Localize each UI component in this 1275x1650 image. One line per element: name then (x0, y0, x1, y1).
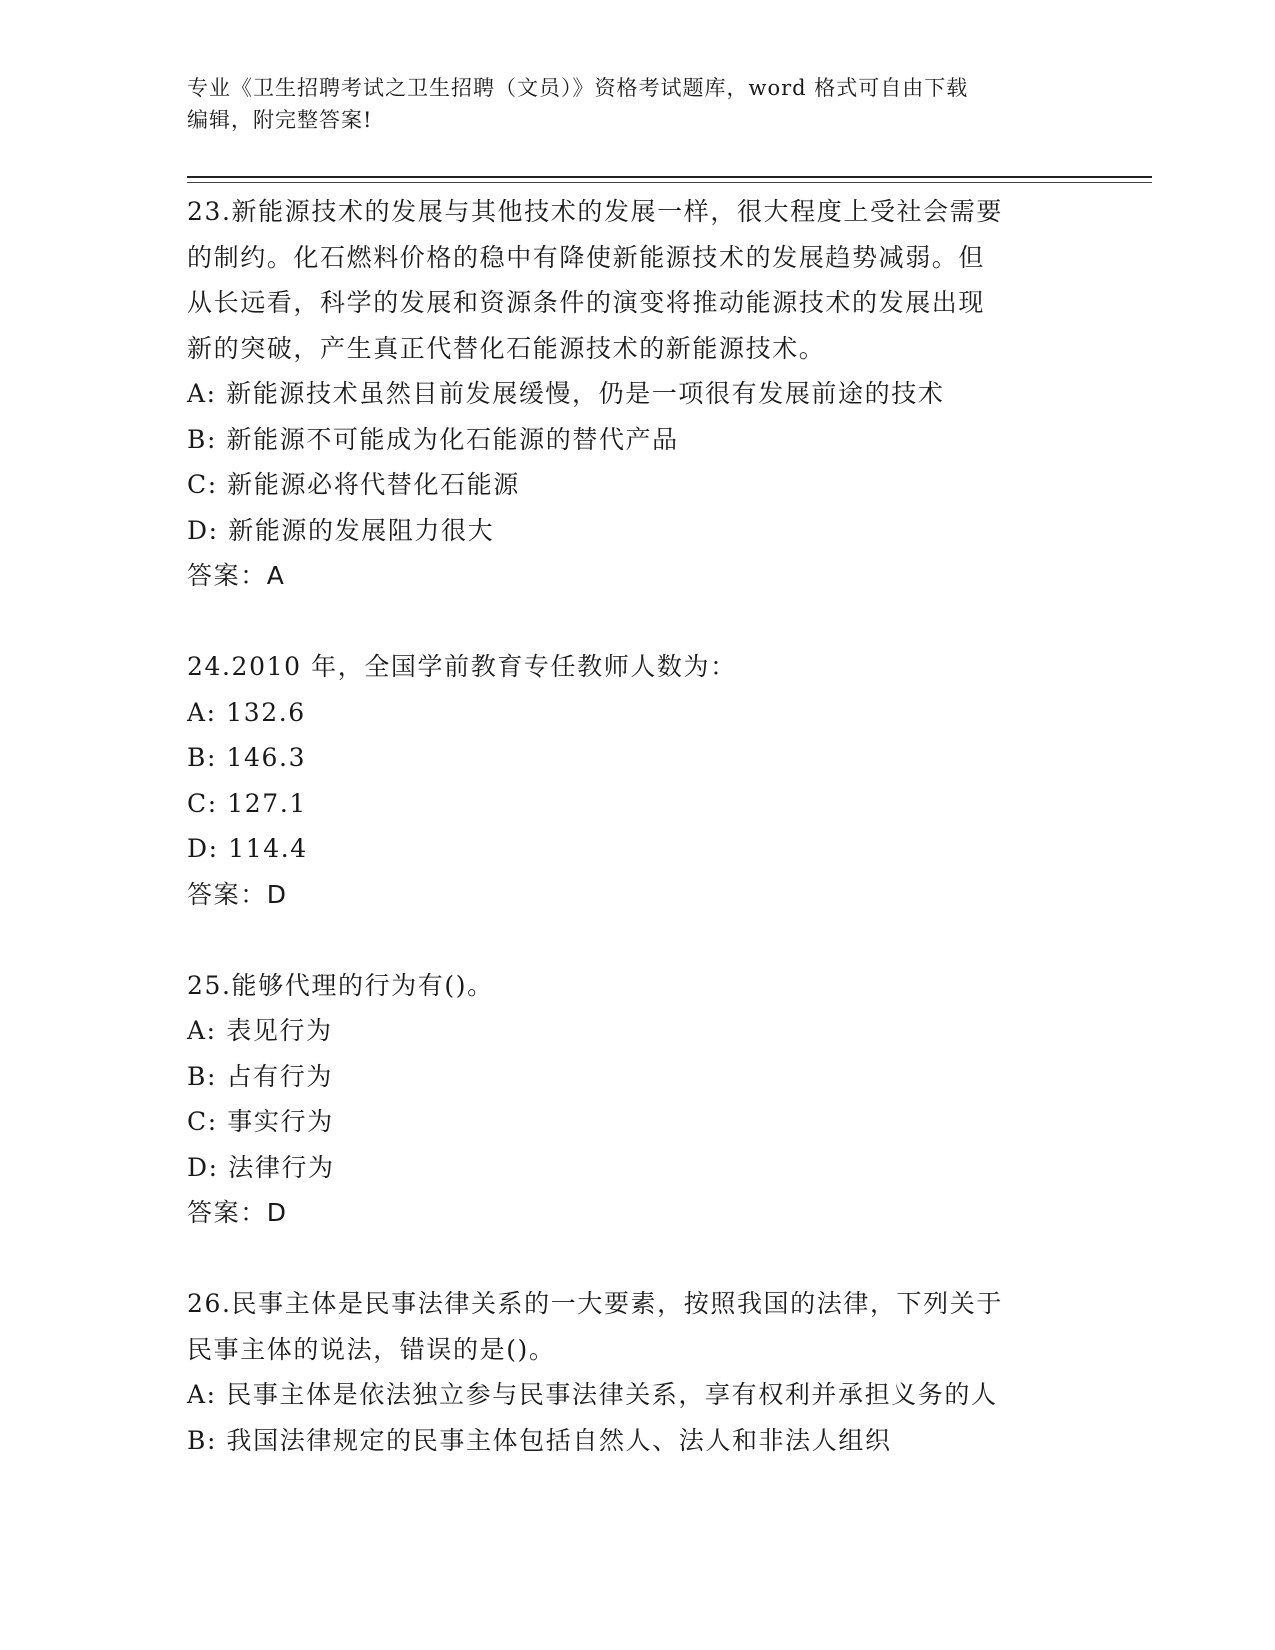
option-b: B: 占有行为 (187, 1061, 333, 1091)
document-header (187, 72, 1067, 136)
option-b: B: 我国法律规定的民事主体包括自然人、法人和非法人组织 (187, 1425, 892, 1455)
spacer (187, 1236, 1087, 1282)
option-d: D: 新能源的发展阻力很大 (187, 515, 495, 545)
question-list (187, 189, 1087, 1463)
question-stem-line: 23.新能源技术的发展与其他技术的发展一样，很大程度上受社会需要 (187, 197, 1003, 226)
answer-line: 答案：D (187, 879, 288, 909)
option-c: C: 127.1 (187, 788, 307, 818)
option-b: B: 146.3 (187, 743, 307, 772)
question-stem-line: 25.能够代理的行为有()。 (187, 970, 494, 1000)
option-d: D: 114.4 (187, 834, 308, 863)
question-block (187, 1281, 1087, 1463)
option-c: C: 事实行为 (187, 1107, 334, 1136)
option-a: A: 民事主体是依法独立参与民事法律关系，享有权利并承担义务的人 (187, 1380, 998, 1409)
question-stem-line: 26.民事主体是民事法律关系的一大要素，按照我国的法律，下列关于 (187, 1289, 1003, 1318)
question-stem-line: 从长远看，科学的发展和资源条件的演变将推动能源技术的发展出现 (187, 288, 986, 317)
header-divider-thick (187, 176, 1152, 178)
spacer (187, 917, 1087, 963)
question-stem-line: 民事主体的说法，错误的是()。 (187, 1334, 556, 1364)
option-b: B: 新能源不可能成为化石能源的替代产品 (187, 424, 679, 454)
question-stem-line: 24.2010 年，全国学前教育专任教师人数为： (187, 652, 737, 681)
question-block (187, 189, 1087, 599)
header-line-1: 专业《卫生招聘考试之卫生招聘（文员）》资格考试题库，word 格式可自由下载 (187, 76, 969, 100)
answer-line: 答案：D (187, 1198, 288, 1227)
question-stem-line: 的制约。化石燃料价格的稳中有降使新能源技术的发展趋势减弱。但 (187, 242, 986, 272)
question-block (187, 963, 1087, 1236)
question-block (187, 644, 1087, 917)
option-d: D: 法律行为 (187, 1152, 335, 1182)
header-line-2: 编辑，附完整答案! (187, 108, 373, 132)
header-divider-thin (187, 182, 1152, 183)
option-c: C: 新能源必将代替化石能源 (187, 470, 520, 499)
option-a: A: 132.6 (187, 697, 306, 727)
spacer (187, 599, 1087, 645)
answer-line: 答案：A (187, 561, 286, 590)
option-a: A: 新能源技术虽然目前发展缓慢，仍是一项很有发展前途的技术 (187, 379, 945, 408)
option-a: A: 表见行为 (187, 1016, 333, 1045)
question-stem-line: 新的突破，产生真正代替化石能源技术的新能源技术。 (187, 333, 826, 363)
